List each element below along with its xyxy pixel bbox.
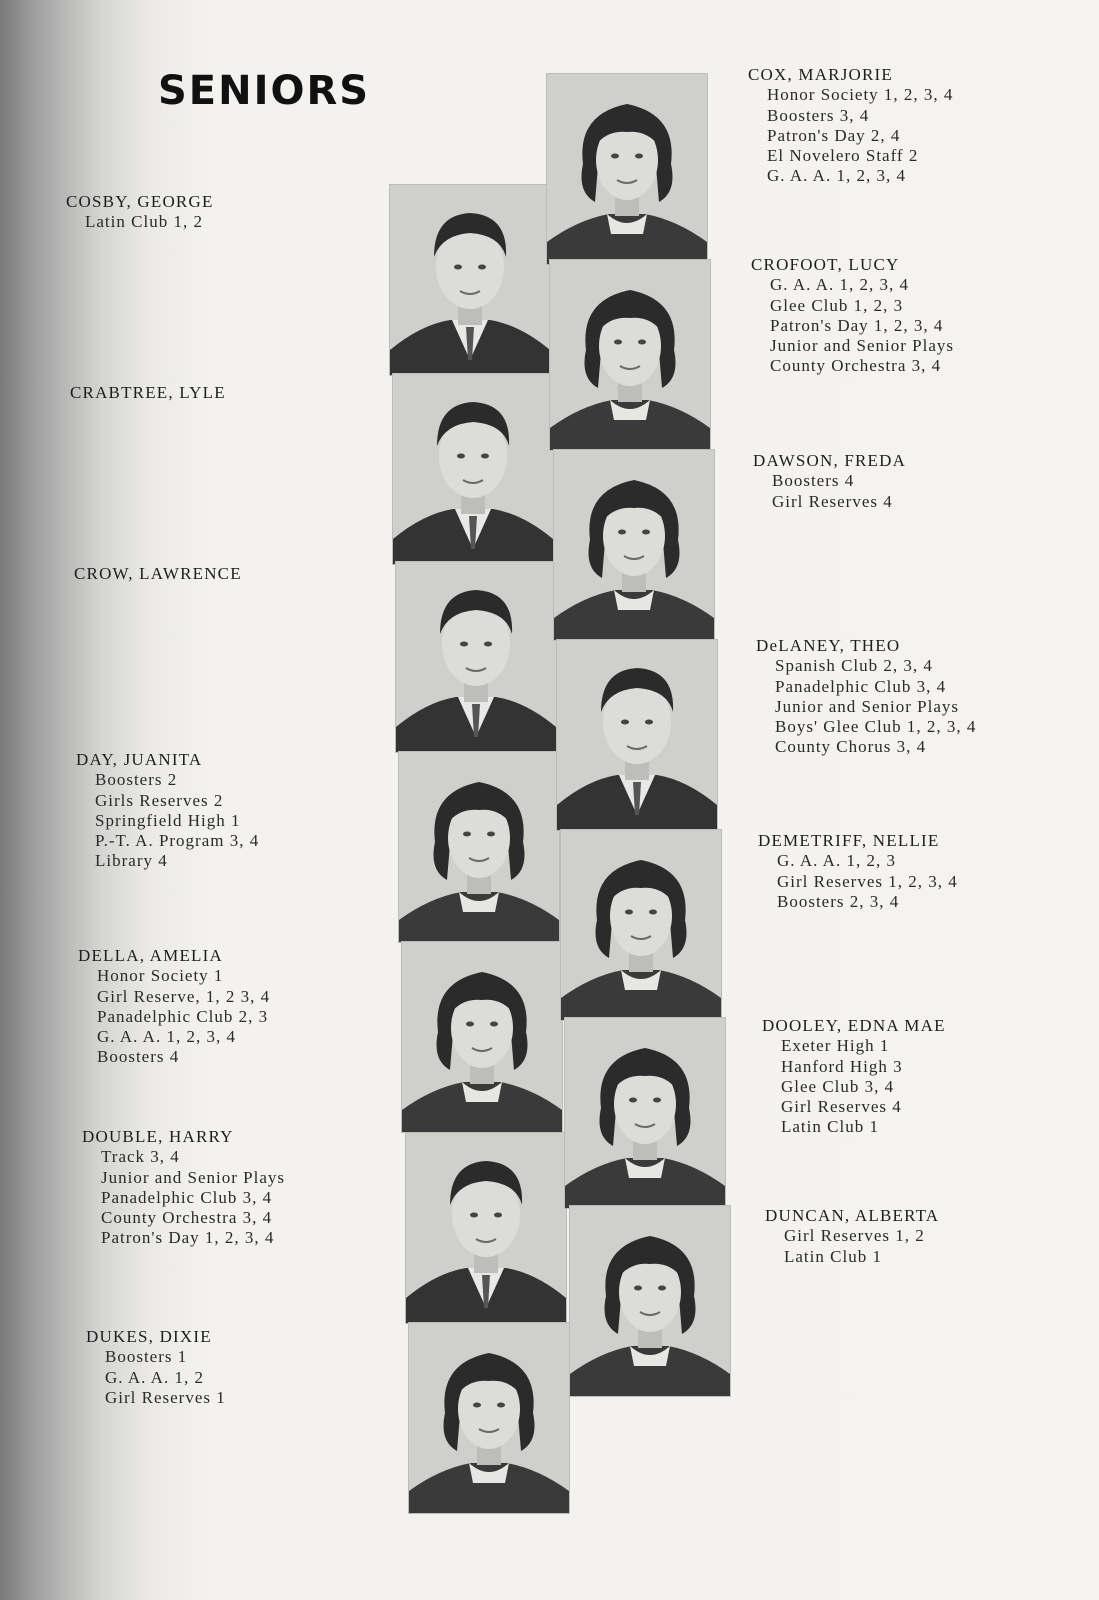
- portrait-photo: [550, 260, 710, 450]
- activity-line: Patron's Day 1, 2, 3, 4: [770, 315, 944, 335]
- activity-line: Glee Club 1, 2, 3: [770, 295, 904, 315]
- activity-line: G. A. A. 1, 2: [105, 1367, 204, 1387]
- activity-line: County Orchestra 3, 4: [101, 1208, 273, 1228]
- activity-line: Patron's Day 2, 4: [767, 125, 901, 145]
- senior-name: DeLANEY, THEO: [756, 636, 901, 655]
- activity-line: Girl Reserves 4: [772, 491, 893, 511]
- activity-line: Panadelphic Club 2, 3: [97, 1006, 269, 1026]
- activity-line: Boosters 4: [772, 471, 855, 491]
- activity-line: G. A. A. 1, 2, 3, 4: [97, 1027, 236, 1047]
- senior-entry: [82, 1127, 285, 1249]
- senior-entry: [78, 946, 270, 1068]
- activity-line: Junior and Senior Plays: [775, 696, 960, 716]
- portrait-photo: [561, 830, 721, 1020]
- activity-line: Boosters 3, 4: [767, 105, 870, 125]
- activity-line: Girls Reserves 2: [95, 790, 224, 810]
- activity-line: Honor Society 1, 2, 3, 4: [767, 85, 954, 105]
- portrait-photo: [406, 1133, 566, 1323]
- activity-line: G. A. A. 1, 2, 3, 4: [767, 166, 906, 186]
- activity-line: Library 4: [95, 851, 168, 871]
- activity-line: Latin Club 1, 2: [85, 212, 203, 232]
- activity-line: G. A. A. 1, 2, 3: [777, 851, 896, 871]
- activity-line: County Chorus 3, 4: [775, 737, 927, 757]
- senior-entry: [758, 831, 958, 912]
- senior-name: DAWSON, FREDA: [753, 451, 907, 470]
- activity-line: Boosters 2: [95, 770, 178, 790]
- portrait-photo: [409, 1323, 569, 1513]
- senior-entry: [76, 750, 259, 872]
- senior-name: DOOLEY, EDNA MAE: [762, 1016, 946, 1035]
- activity-line: Spanish Club 2, 3, 4: [775, 656, 933, 676]
- senior-entry: [751, 255, 954, 377]
- portrait-photo: [557, 640, 717, 830]
- activity-line: Boosters 4: [97, 1047, 180, 1067]
- activity-line: Girl Reserves 1: [105, 1387, 226, 1407]
- activity-line: Latin Club 1: [784, 1246, 882, 1266]
- activity-line: Junior and Senior Plays: [770, 336, 955, 356]
- senior-name: DELLA, AMELIA: [78, 946, 223, 965]
- portrait-photo: [402, 942, 562, 1132]
- activity-line: Panadelphic Club 3, 4: [775, 676, 947, 696]
- senior-name: CROFOOT, LUCY: [751, 255, 900, 274]
- senior-name: DEMETRIFF, NELLIE: [758, 831, 940, 850]
- activity-line: Springfield High 1: [95, 810, 241, 830]
- activity-line: Patron's Day 1, 2, 3, 4: [101, 1228, 275, 1248]
- senior-name: COX, MARJORIE: [748, 65, 894, 84]
- portrait-photo: [390, 185, 550, 375]
- senior-name: DUNCAN, ALBERTA: [765, 1206, 940, 1225]
- portrait-photo: [570, 1206, 730, 1396]
- portrait-photo: [393, 374, 553, 564]
- senior-name: COSBY, GEORGE: [66, 192, 214, 211]
- activity-line: Boosters 1: [105, 1347, 188, 1367]
- activity-line: Honor Society 1: [97, 966, 224, 986]
- activity-line: Girl Reserves 1, 2: [784, 1226, 925, 1246]
- activity-line: Exeter High 1: [781, 1036, 890, 1056]
- senior-entry: [66, 192, 214, 233]
- senior-entry: [86, 1327, 226, 1408]
- activity-line: Glee Club 3, 4: [781, 1076, 895, 1096]
- senior-entry: [756, 636, 976, 758]
- senior-name: DAY, JUANITA: [76, 750, 203, 769]
- activity-line: Latin Club 1: [781, 1117, 879, 1137]
- activity-line: Girl Reserves 1, 2, 3, 4: [777, 871, 958, 891]
- senior-name: DUKES, DIXIE: [86, 1327, 212, 1346]
- senior-name: DOUBLE, HARRY: [82, 1127, 234, 1146]
- activity-line: G. A. A. 1, 2, 3, 4: [770, 275, 909, 295]
- activity-line: Junior and Senior Plays: [101, 1167, 286, 1187]
- senior-entry: [748, 65, 953, 187]
- senior-entry: [753, 451, 906, 512]
- portrait-photo: [554, 450, 714, 640]
- senior-name: CROW, LAWRENCE: [74, 564, 242, 583]
- activity-line: Track 3, 4: [101, 1147, 180, 1167]
- senior-entry: [762, 1016, 946, 1138]
- activity-line: County Orchestra 3, 4: [770, 356, 942, 376]
- senior-name: CRABTREE, LYLE: [70, 383, 226, 402]
- activity-line: P.-T. A. Program 3, 4: [95, 831, 260, 851]
- portrait-photo: [396, 562, 556, 752]
- activity-line: Girl Reserves 4: [781, 1097, 902, 1117]
- activity-line: Girl Reserve, 1, 2 3, 4: [97, 986, 271, 1006]
- activity-line: Boys' Glee Club 1, 2, 3, 4: [775, 717, 977, 737]
- senior-entry: [70, 383, 226, 403]
- activity-line: Panadelphic Club 3, 4: [101, 1187, 273, 1207]
- portrait-photo: [547, 74, 707, 264]
- activity-line: Boosters 2, 3, 4: [777, 891, 900, 911]
- page-title: SENIORS: [158, 68, 371, 114]
- senior-entry: [74, 564, 242, 584]
- activity-line: El Novelero Staff 2: [767, 146, 919, 166]
- portrait-photo: [399, 752, 559, 942]
- portrait-photo: [565, 1018, 725, 1208]
- activity-line: Hanford High 3: [781, 1056, 903, 1076]
- senior-entry: [765, 1206, 939, 1267]
